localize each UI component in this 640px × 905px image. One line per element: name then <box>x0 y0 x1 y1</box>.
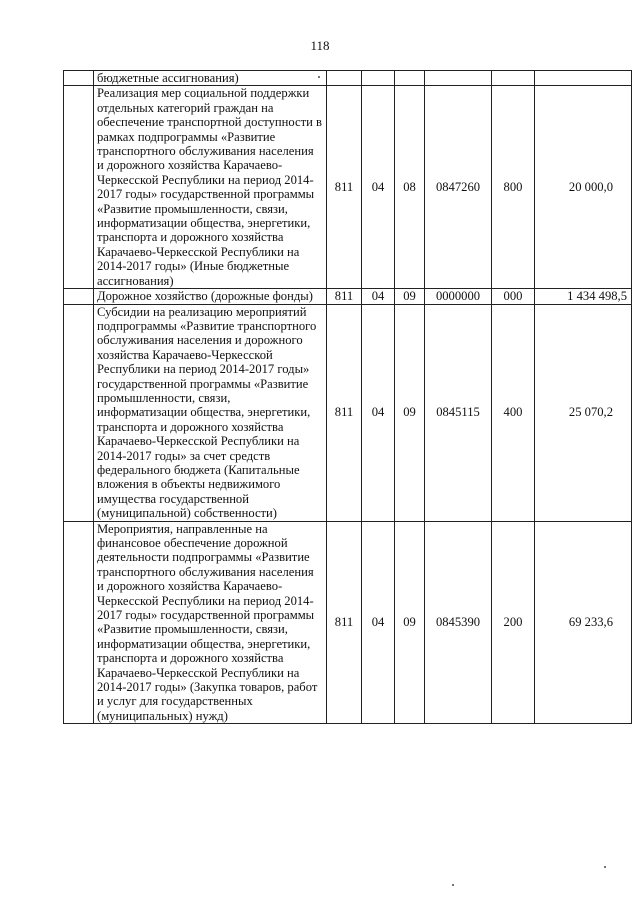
row-pr-cell: 09 <box>395 521 425 724</box>
scan-speck <box>318 76 320 78</box>
row-sum-cell: 25 070,2 <box>535 304 632 521</box>
row-csr-cell: 0000000 <box>425 289 492 304</box>
row-rz-cell: 04 <box>362 304 395 521</box>
row-rz-cell: 04 <box>362 521 395 724</box>
row-gr-cell: 811 <box>327 521 362 724</box>
row-name-cell: бюджетные ассигнования) <box>94 71 327 86</box>
row-csr-cell: 0845115 <box>425 304 492 521</box>
row-gr-cell: 811 <box>327 304 362 521</box>
table-row <box>64 289 632 304</box>
row-vr-cell: 000 <box>492 289 535 304</box>
row-vr-cell: 200 <box>492 521 535 724</box>
row-rz-cell: 04 <box>362 289 395 304</box>
row-sum-cell: 1 434 498,5 <box>535 289 632 304</box>
row-csr-cell <box>425 71 492 86</box>
budget-table <box>63 70 632 724</box>
row-sum-cell: 69 233,6 <box>535 521 632 724</box>
row-blank-cell <box>64 86 94 289</box>
row-name-cell: Субсидии на реализацию мероприятий подпрограммы «Развитие транспортного обслуживания населения и дорожного хозяйства Карачаево-Черкесской Республики на период 2014-2017 годы» государственной программы «Развитие промышленности, связи, информатизации общества, энергетики, транспорта и дорожного хозяйства Карачаево-Черкесской Республики на 2014-2017 годы» за счет средств федерального бюджета (Капитальные вложения в объекты недвижимого имущества государственной (муниципальной) собственности) <box>94 304 327 521</box>
row-blank-cell <box>64 71 94 86</box>
row-sum-cell: 20 000,0 <box>535 86 632 289</box>
row-vr-cell <box>492 71 535 86</box>
row-gr-cell: 811 <box>327 289 362 304</box>
row-name-cell: Реализация мер социальной поддержки отдельных категорий граждан на обеспечение транспортной доступности в рамках подпрограммы «Развитие транспортного обслуживания населения и дорожного хозяйства Карачаево-Черкесской Республики на период 2014-2017 годы» государственной программы «Развитие промышленности, связи, информатизации общества, энергетики, транспорта и дорожного хозяйства Карачаево-Черкесской Республики на 2014-2017 годы» (Иные бюджетные ассигнования) <box>94 86 327 289</box>
table-row <box>64 521 632 724</box>
page-number: 118 <box>310 38 330 53</box>
table-row <box>64 71 632 86</box>
row-csr-cell: 0845390 <box>425 521 492 724</box>
row-pr-cell: 08 <box>395 86 425 289</box>
row-blank-cell <box>64 289 94 304</box>
row-blank-cell <box>64 521 94 724</box>
row-vr-cell: 400 <box>492 304 535 521</box>
row-gr-cell: 811 <box>327 86 362 289</box>
row-blank-cell <box>64 304 94 521</box>
scan-speck <box>604 866 606 868</box>
table-row <box>64 304 632 521</box>
row-name-cell: Мероприятия, направленные на финансовое обеспечение дорожной деятельности подпрограммы «Развитие транспортного обслуживания населения и дорожного хозяйства Карачаево-Черкесской Республики на период 2014-2017 годы» государственной программы «Развитие промышленности, связи, информатизации общества, энергетики, транспорта и дорожного хозяйства Карачаево-Черкесской Республики на 2014-2017 годы» (Закупка товаров, работ и услуг для государственных (муниципальных) нужд) <box>94 521 327 724</box>
row-name-cell: Дорожное хозяйство (дорожные фонды) <box>94 289 327 304</box>
row-vr-cell: 800 <box>492 86 535 289</box>
row-rz-cell: 04 <box>362 86 395 289</box>
row-csr-cell: 0847260 <box>425 86 492 289</box>
row-pr-cell <box>395 71 425 86</box>
row-rz-cell <box>362 71 395 86</box>
row-sum-cell <box>535 71 632 86</box>
row-gr-cell <box>327 71 362 86</box>
table-row <box>64 86 632 289</box>
scan-speck <box>452 884 454 886</box>
row-pr-cell: 09 <box>395 304 425 521</box>
row-pr-cell: 09 <box>395 289 425 304</box>
